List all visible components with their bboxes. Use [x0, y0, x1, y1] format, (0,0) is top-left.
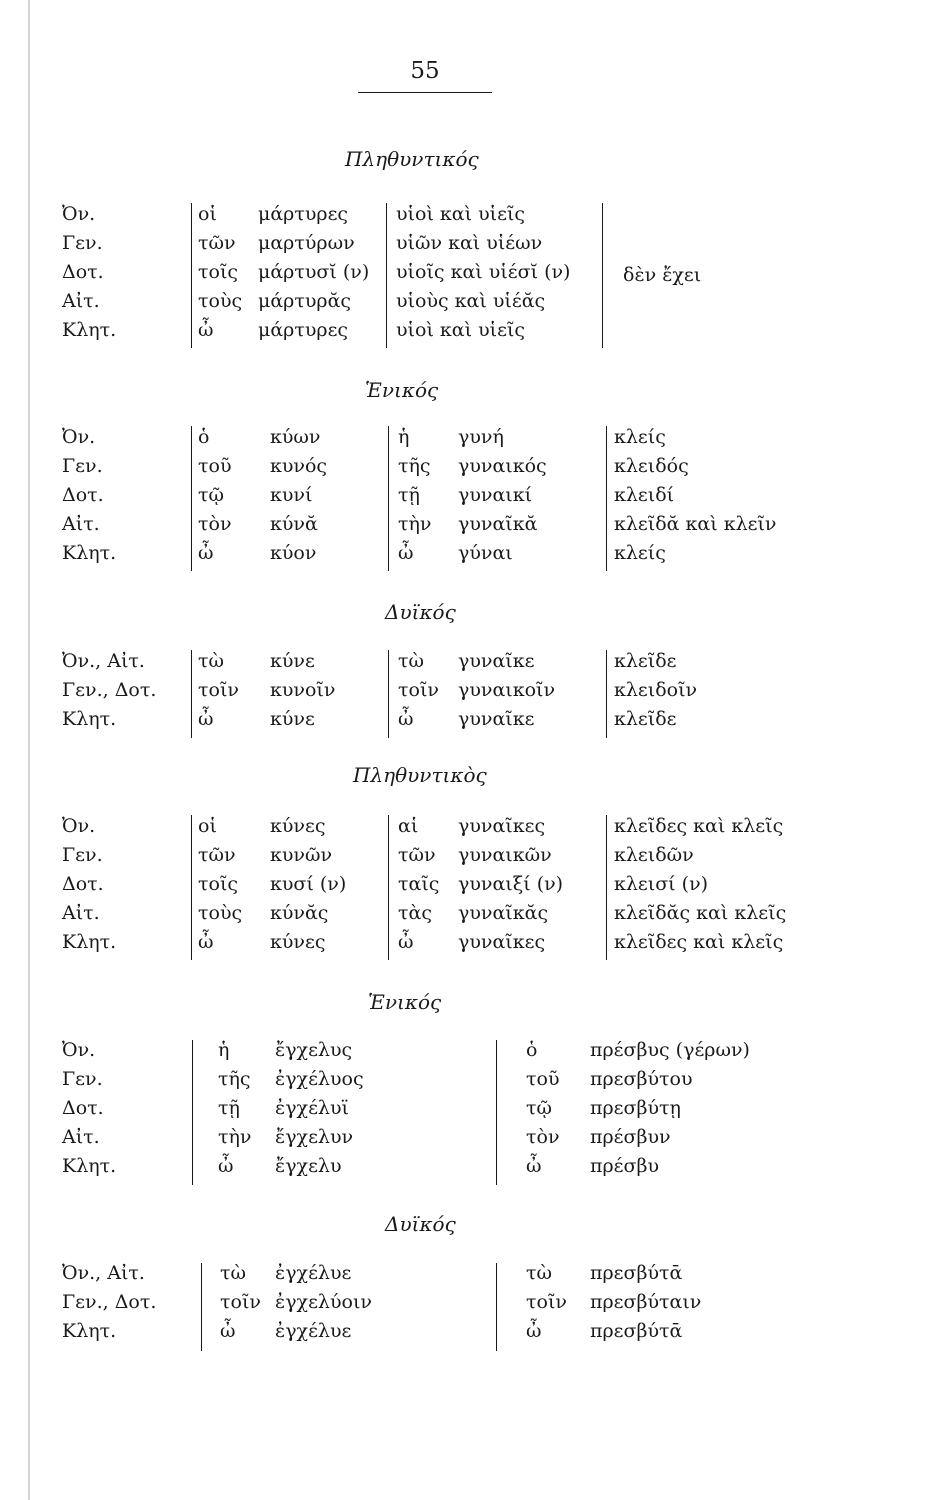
noun-form: υἱῶν καὶ υἱέων — [396, 232, 543, 254]
article-form: τῆς — [218, 1068, 251, 1090]
noun-form: πρεσβύτᾱ — [590, 1262, 683, 1284]
noun-form: κλεῖδᾰ καὶ κλεῖν — [614, 513, 777, 535]
noun-column-kleis — [614, 647, 697, 734]
article-form: τοὺς — [198, 290, 243, 312]
case-label: Γεν. — [62, 1068, 103, 1090]
noun-form: κλείς — [614, 542, 666, 564]
case-label: Κλητ. — [62, 542, 117, 564]
column-divider — [192, 1040, 193, 1185]
noun-form: πρέσβυς (γέρων) — [590, 1039, 750, 1061]
article-form: τῶν — [198, 844, 236, 866]
noun-form: γυναῖκε — [458, 650, 535, 672]
heading-plural-2: Πληθυντικὸς — [353, 763, 487, 787]
case-label: Γεν. — [62, 232, 103, 254]
noun-form: πρεσβύτῃ — [590, 1097, 681, 1119]
noun-form: κύνε — [270, 650, 315, 672]
article-form: τῇ — [398, 484, 420, 506]
noun-form: κύνες — [270, 931, 326, 953]
article-form: οἱ — [198, 203, 217, 225]
column-divider — [496, 1040, 497, 1185]
case-label: Κλητ. — [62, 319, 117, 341]
noun-form: κύνᾰ — [270, 513, 318, 535]
noun-form: γυναικί — [458, 484, 533, 506]
noun-column-gyne — [458, 423, 547, 568]
noun-form: ἐγχέλυε — [275, 1262, 352, 1284]
article-form: ὦ — [198, 931, 214, 953]
case-label: Γεν. — [62, 455, 103, 477]
noun-form: κλειδί — [614, 484, 675, 506]
noun-form: μαρτύρων — [258, 232, 355, 254]
case-label: Ὀν. — [62, 426, 96, 448]
noun-form: κλείς — [614, 426, 666, 448]
column-divider — [388, 650, 389, 738]
article-form: τῇ — [218, 1097, 240, 1119]
column-divider — [191, 815, 192, 960]
column-divider — [496, 1263, 497, 1351]
noun-form: ἔγχελυ — [275, 1155, 342, 1177]
noun-form: ἔγχελυν — [275, 1126, 354, 1148]
case-label: Δοτ. — [62, 873, 104, 895]
article-form: ὦ — [398, 931, 414, 953]
noun-form: γυναιξί (ν) — [458, 873, 564, 895]
noun-form: γυναικός — [458, 455, 547, 477]
noun-form: πρέσβυν — [590, 1126, 671, 1148]
case-label: Κλητ. — [62, 931, 117, 953]
article-form: ὦ — [398, 708, 414, 730]
article-form: τὸν — [526, 1126, 560, 1148]
article-column — [526, 1036, 560, 1181]
noun-form: κυνοῖν — [270, 679, 336, 701]
case-labels — [62, 423, 116, 568]
case-labels — [62, 812, 116, 957]
noun-column-gyne — [458, 812, 563, 957]
article-form: τῆς — [398, 455, 431, 477]
noun-form: κύνε — [270, 708, 315, 730]
article-form: τὼ — [398, 650, 425, 672]
article-form: τῶν — [198, 232, 236, 254]
column-divider — [201, 1263, 202, 1351]
column-divider — [602, 203, 603, 348]
noun-form: γύναι — [458, 542, 513, 564]
noun-form: πρέσβυ — [590, 1155, 660, 1177]
article-form: τοῖν — [220, 1291, 261, 1313]
noun-form: γυναῖκες — [458, 931, 546, 953]
case-labels — [62, 1036, 116, 1181]
column-divider — [191, 203, 192, 348]
article-form: τῶν — [398, 844, 436, 866]
heading-plural-1: Πληθυντικός — [345, 147, 479, 171]
noun-column-kleis — [614, 812, 786, 957]
noun-form: υἱοῖς καὶ υἱέσῐ (ν) — [396, 261, 571, 283]
case-label: Αἰτ. — [62, 1126, 100, 1148]
article-column — [398, 647, 439, 734]
noun-form: μάρτυρες — [258, 203, 349, 225]
noun-form: γυναῖκᾰ — [458, 513, 538, 535]
article-column — [198, 423, 232, 568]
article-form: αἱ — [398, 815, 419, 837]
noun-form: γυναικοῖν — [458, 679, 556, 701]
noun-form: γυναικῶν — [458, 844, 552, 866]
article-form: ὁ — [198, 426, 210, 448]
article-form: ἡ — [398, 426, 410, 448]
noun-column-enchelys — [275, 1036, 364, 1181]
case-label: Ὀν. — [62, 815, 96, 837]
noun-form: κλειδῶν — [614, 844, 694, 866]
noun-form: υἱοὶ καὶ υἱεῖς — [396, 203, 526, 225]
article-form: τῷ — [198, 484, 225, 506]
noun-form: γυναῖκᾰς — [458, 902, 549, 924]
article-form: τοῦ — [198, 455, 232, 477]
column-divider — [606, 650, 607, 738]
article-column — [398, 812, 439, 957]
noun-form: κύων — [270, 426, 321, 448]
noun-column-presbys — [590, 1259, 701, 1346]
article-form: ὦ — [526, 1155, 542, 1177]
noun-form: κυνῶν — [270, 844, 333, 866]
case-label: Γεν., Δοτ. — [62, 1291, 157, 1313]
article-form: τὼ — [198, 650, 225, 672]
article-column — [218, 1036, 251, 1181]
column-divider — [191, 650, 192, 738]
article-column — [526, 1259, 567, 1346]
noun-column-kyon — [270, 647, 335, 734]
page-number: 55 — [410, 58, 440, 84]
case-label: Δοτ. — [62, 261, 104, 283]
case-label: Κλητ. — [62, 1155, 117, 1177]
noun-form: κλεῖδες καὶ κλεῖς — [614, 815, 784, 837]
case-label: Ὀν. — [62, 1039, 96, 1061]
heading-dual-1: Δυϊκός — [385, 600, 456, 624]
noun-form: κυσί (ν) — [270, 873, 347, 895]
column-divider — [386, 203, 387, 348]
case-labels — [62, 200, 116, 345]
no-plural-note: δὲν ἔχει — [623, 264, 702, 286]
article-form: οἱ — [198, 815, 217, 837]
noun-form: γυναῖκες — [458, 815, 546, 837]
case-label: Ὀν., Αἰτ. — [62, 1262, 145, 1284]
column-divider — [606, 815, 607, 960]
case-label: Αἰτ. — [62, 513, 100, 535]
noun-form: γυνή — [458, 426, 504, 448]
article-column — [198, 647, 239, 734]
case-label: Αἰτ. — [62, 902, 100, 924]
article-column — [198, 812, 242, 957]
page-number-rule — [358, 92, 492, 93]
noun-form: κλεῖδε — [614, 708, 677, 730]
case-label: Κλητ. — [62, 1320, 117, 1342]
article-form: ἡ — [218, 1039, 230, 1061]
noun-form: πρεσβύτᾱ — [590, 1320, 683, 1342]
article-form: τοῖν — [398, 679, 439, 701]
noun-form: κυνί — [270, 484, 313, 506]
case-label: Ὀν., Αἰτ. — [62, 650, 145, 672]
noun-form: κλειδοῖν — [614, 679, 698, 701]
noun-column-martys — [258, 200, 369, 345]
noun-column-kyon — [270, 423, 327, 568]
noun-form: κυνός — [270, 455, 328, 477]
noun-form: κλεῖδες καὶ κλεῖς — [614, 931, 784, 953]
column-divider — [388, 815, 389, 960]
article-form: τοῖν — [526, 1291, 567, 1313]
article-form: τὴν — [218, 1126, 252, 1148]
article-column — [198, 200, 242, 345]
case-label: Ὀν. — [62, 203, 96, 225]
noun-form: γυναῖκε — [458, 708, 535, 730]
case-label: Αἰτ. — [62, 290, 100, 312]
case-label: Γεν., Δοτ. — [62, 679, 157, 701]
noun-form: ἔγχελυς — [275, 1039, 353, 1061]
article-form: ὦ — [198, 542, 214, 564]
article-form: τοῦ — [526, 1068, 560, 1090]
article-form: τὸν — [198, 513, 232, 535]
case-labels — [62, 1259, 156, 1346]
column-divider — [191, 426, 192, 571]
article-form: τὰς — [398, 902, 432, 924]
noun-form: κύνᾰς — [270, 902, 329, 924]
article-column — [398, 423, 431, 568]
article-form: τοῖν — [198, 679, 239, 701]
article-form: τὴν — [398, 513, 432, 535]
noun-form: κλειδός — [614, 455, 689, 477]
article-form: ὦ — [220, 1320, 236, 1342]
noun-form: ἐγχέλυε — [275, 1320, 352, 1342]
article-form: ὁ — [526, 1039, 538, 1061]
noun-form: υἱοὺς καὶ υἱέᾰς — [396, 290, 546, 312]
noun-form: πρεσβύταιν — [590, 1291, 702, 1313]
article-form: ὦ — [198, 319, 214, 341]
article-form: ὦ — [526, 1320, 542, 1342]
article-form: τοῖς — [198, 873, 239, 895]
noun-form: υἱοὶ καὶ υἱεῖς — [396, 319, 526, 341]
article-form: τῷ — [526, 1097, 553, 1119]
noun-form: μάρτυρες — [258, 319, 349, 341]
case-label: Κλητ. — [62, 708, 117, 730]
noun-form: πρεσβύτου — [590, 1068, 693, 1090]
noun-form: ἐγχελύοιν — [275, 1291, 372, 1313]
article-form: τοῖς — [198, 261, 239, 283]
article-form: ὦ — [198, 708, 214, 730]
noun-form: μάρτυσῐ (ν) — [258, 261, 370, 283]
column-divider — [388, 426, 389, 571]
noun-column-hyios — [396, 200, 570, 345]
noun-form: κύνες — [270, 815, 326, 837]
heading-singular-2: Ἑνικός — [368, 990, 442, 1014]
noun-column-gyne — [458, 647, 555, 734]
article-form: ταῖς — [398, 873, 440, 895]
noun-form: κλεῖδᾰς καὶ κλεῖς — [614, 902, 787, 924]
noun-form: κύον — [270, 542, 317, 564]
article-form: ὦ — [218, 1155, 234, 1177]
case-labels — [62, 647, 156, 734]
article-form: τὼ — [526, 1262, 553, 1284]
noun-form: κλεισί (ν) — [614, 873, 709, 895]
noun-column-enchelys — [275, 1259, 372, 1346]
noun-column-presbys — [590, 1036, 750, 1181]
scan-edge-line — [28, 0, 30, 1500]
noun-form: κλεῖδε — [614, 650, 677, 672]
noun-column-kleis — [614, 423, 776, 568]
article-form: τὼ — [220, 1262, 247, 1284]
heading-dual-2: Δυϊκός — [385, 1212, 456, 1236]
noun-column-kyon — [270, 812, 346, 957]
noun-form: ἐγχέλυος — [275, 1068, 364, 1090]
article-column — [220, 1259, 261, 1346]
heading-singular-1: Ἑνικός — [365, 378, 439, 402]
case-label: Γεν. — [62, 844, 103, 866]
case-label: Δοτ. — [62, 1097, 104, 1119]
noun-form: μάρτυρᾰς — [258, 290, 352, 312]
case-label: Δοτ. — [62, 484, 104, 506]
column-divider — [606, 426, 607, 571]
noun-form: ἐγχέλυϊ — [275, 1097, 349, 1119]
article-form: ὦ — [398, 542, 414, 564]
article-form: τοὺς — [198, 902, 243, 924]
